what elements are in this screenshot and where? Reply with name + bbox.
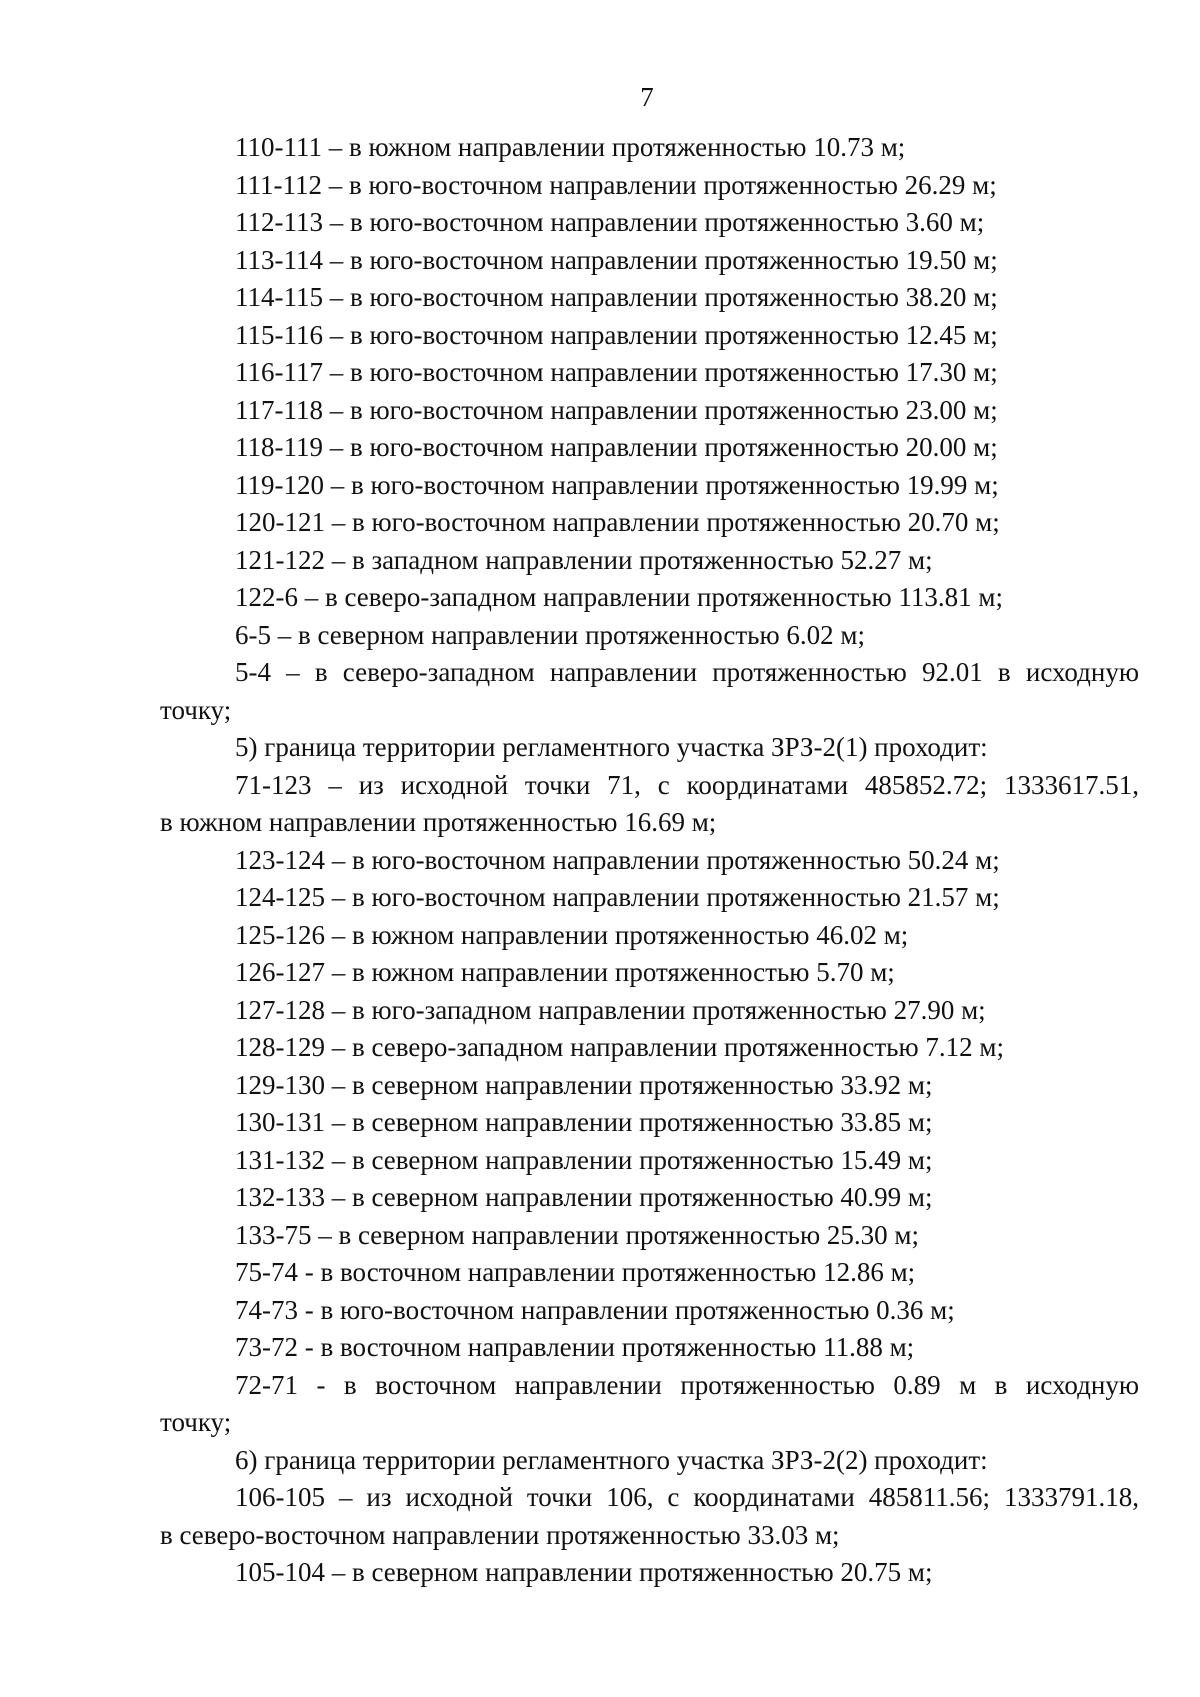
text-line: 117-118 – в юго-восточном направлении протяженностью 23.00 м; [235, 394, 998, 425]
text-line: 122-6 – в северо-западном направлении протяженностью 113.81 м; [235, 582, 1003, 612]
text-line: 130-131 – в северном направлении протяженностью 33.85 м; [235, 1107, 933, 1137]
text-line: 106-105 – из исходной точки 106, с координатами 485811.56; 1333791.18, [235, 1482, 1139, 1512]
text-line: 6) граница территории регламентного участка ЗРЗ-2(2) проходит: [235, 1444, 988, 1475]
text-line: 72-71 - в восточном направлении протяженностью 0.89 м в исходную [235, 1369, 1139, 1400]
text-line: точку; [160, 1407, 232, 1437]
page-number: 7 [640, 82, 654, 112]
text-line: 129-130 – в северном направлении протяженностью 33.92 м; [235, 1069, 933, 1100]
text-line: 118-119 – в юго-восточном направлении протяженностью 20.00 м; [235, 432, 998, 462]
text-line: 116-117 – в юго-восточном направлении протяженностью 17.30 м; [235, 357, 998, 387]
text-line: 119-120 – в юго-восточном направлении протяженностью 19.99 м; [235, 469, 999, 500]
text-line: 133-75 – в северном направлении протяженностью 25.30 м; [235, 1219, 920, 1250]
text-line: 110-111 – в южном направлении протяженностью 10.73 м; [235, 132, 906, 162]
text-line: 71-123 – из исходной точки 71, с координатами 485852.72; 1333617.51, [235, 769, 1139, 800]
text-line: 73-72 - в восточном направлении протяженностью 11.88 м; [235, 1332, 915, 1362]
text-line: 113-114 – в юго-восточном направлении протяженностью 19.50 м; [235, 244, 998, 275]
text-line: 124-125 – в юго-восточном направлении протяженностью 21.57 м; [235, 882, 1000, 912]
text-line: 123-124 – в юго-восточном направлении протяженностью 50.24 м; [235, 844, 1000, 875]
text-line: 105-104 – в северном направлении протяженностью 20.75 м; [235, 1557, 933, 1587]
text-line: 125-126 – в южном направлении протяженностью 46.02 м; [235, 919, 909, 950]
text-line: 127-128 – в юго-западном направлении протяженностью 27.90 м; [235, 994, 986, 1025]
text-line: 74-73 - в юго-восточном направлении протяженностью 0.36 м; [235, 1294, 955, 1325]
text-line: 5-4 – в северо-западном направлении протяженностью 92.01 в исходную [235, 657, 1139, 687]
text-line: 131-132 – в северном направлении протяженностью 15.49 м; [235, 1144, 933, 1175]
text-line: 126-127 – в южном направлении протяженностью 5.70 м; [235, 957, 895, 987]
text-line: 132-133 – в северном направлении протяженностью 40.99 м; [235, 1182, 933, 1212]
text-line: 128-129 – в северо-западном направлении протяженностью 7.12 м; [235, 1032, 1004, 1062]
text-line: 6-5 – в северном направлении протяженностью 6.02 м; [235, 619, 866, 650]
text-line: 75-74 - в восточном направлении протяженностью 12.86 м; [235, 1257, 916, 1287]
text-line: 121-122 – в западном направлении протяженностью 52.27 м; [235, 544, 933, 575]
text-line: 5) граница территории регламентного участка ЗРЗ-2(1) проходит: [235, 732, 988, 762]
text-line: 112-113 – в юго-восточном направлении протяженностью 3.60 м; [235, 207, 985, 237]
text-line: точку; [160, 694, 232, 725]
text-line: 120-121 – в юго-восточном направлении протяженностью 20.70 м; [235, 507, 1000, 537]
text-line: в северо-восточном направлении протяженностью 33.03 м; [160, 1519, 840, 1550]
text-line: 114-115 – в юго-восточном направлении протяженностью 38.20 м; [235, 282, 998, 312]
text-line: 115-116 – в юго-восточном направлении протяженностью 12.45 м; [235, 319, 998, 350]
text-line: в южном направлении протяженностью 16.69 м; [160, 807, 717, 837]
text-line: 111-112 – в юго-восточном направлении протяженностью 26.29 м; [235, 169, 997, 200]
